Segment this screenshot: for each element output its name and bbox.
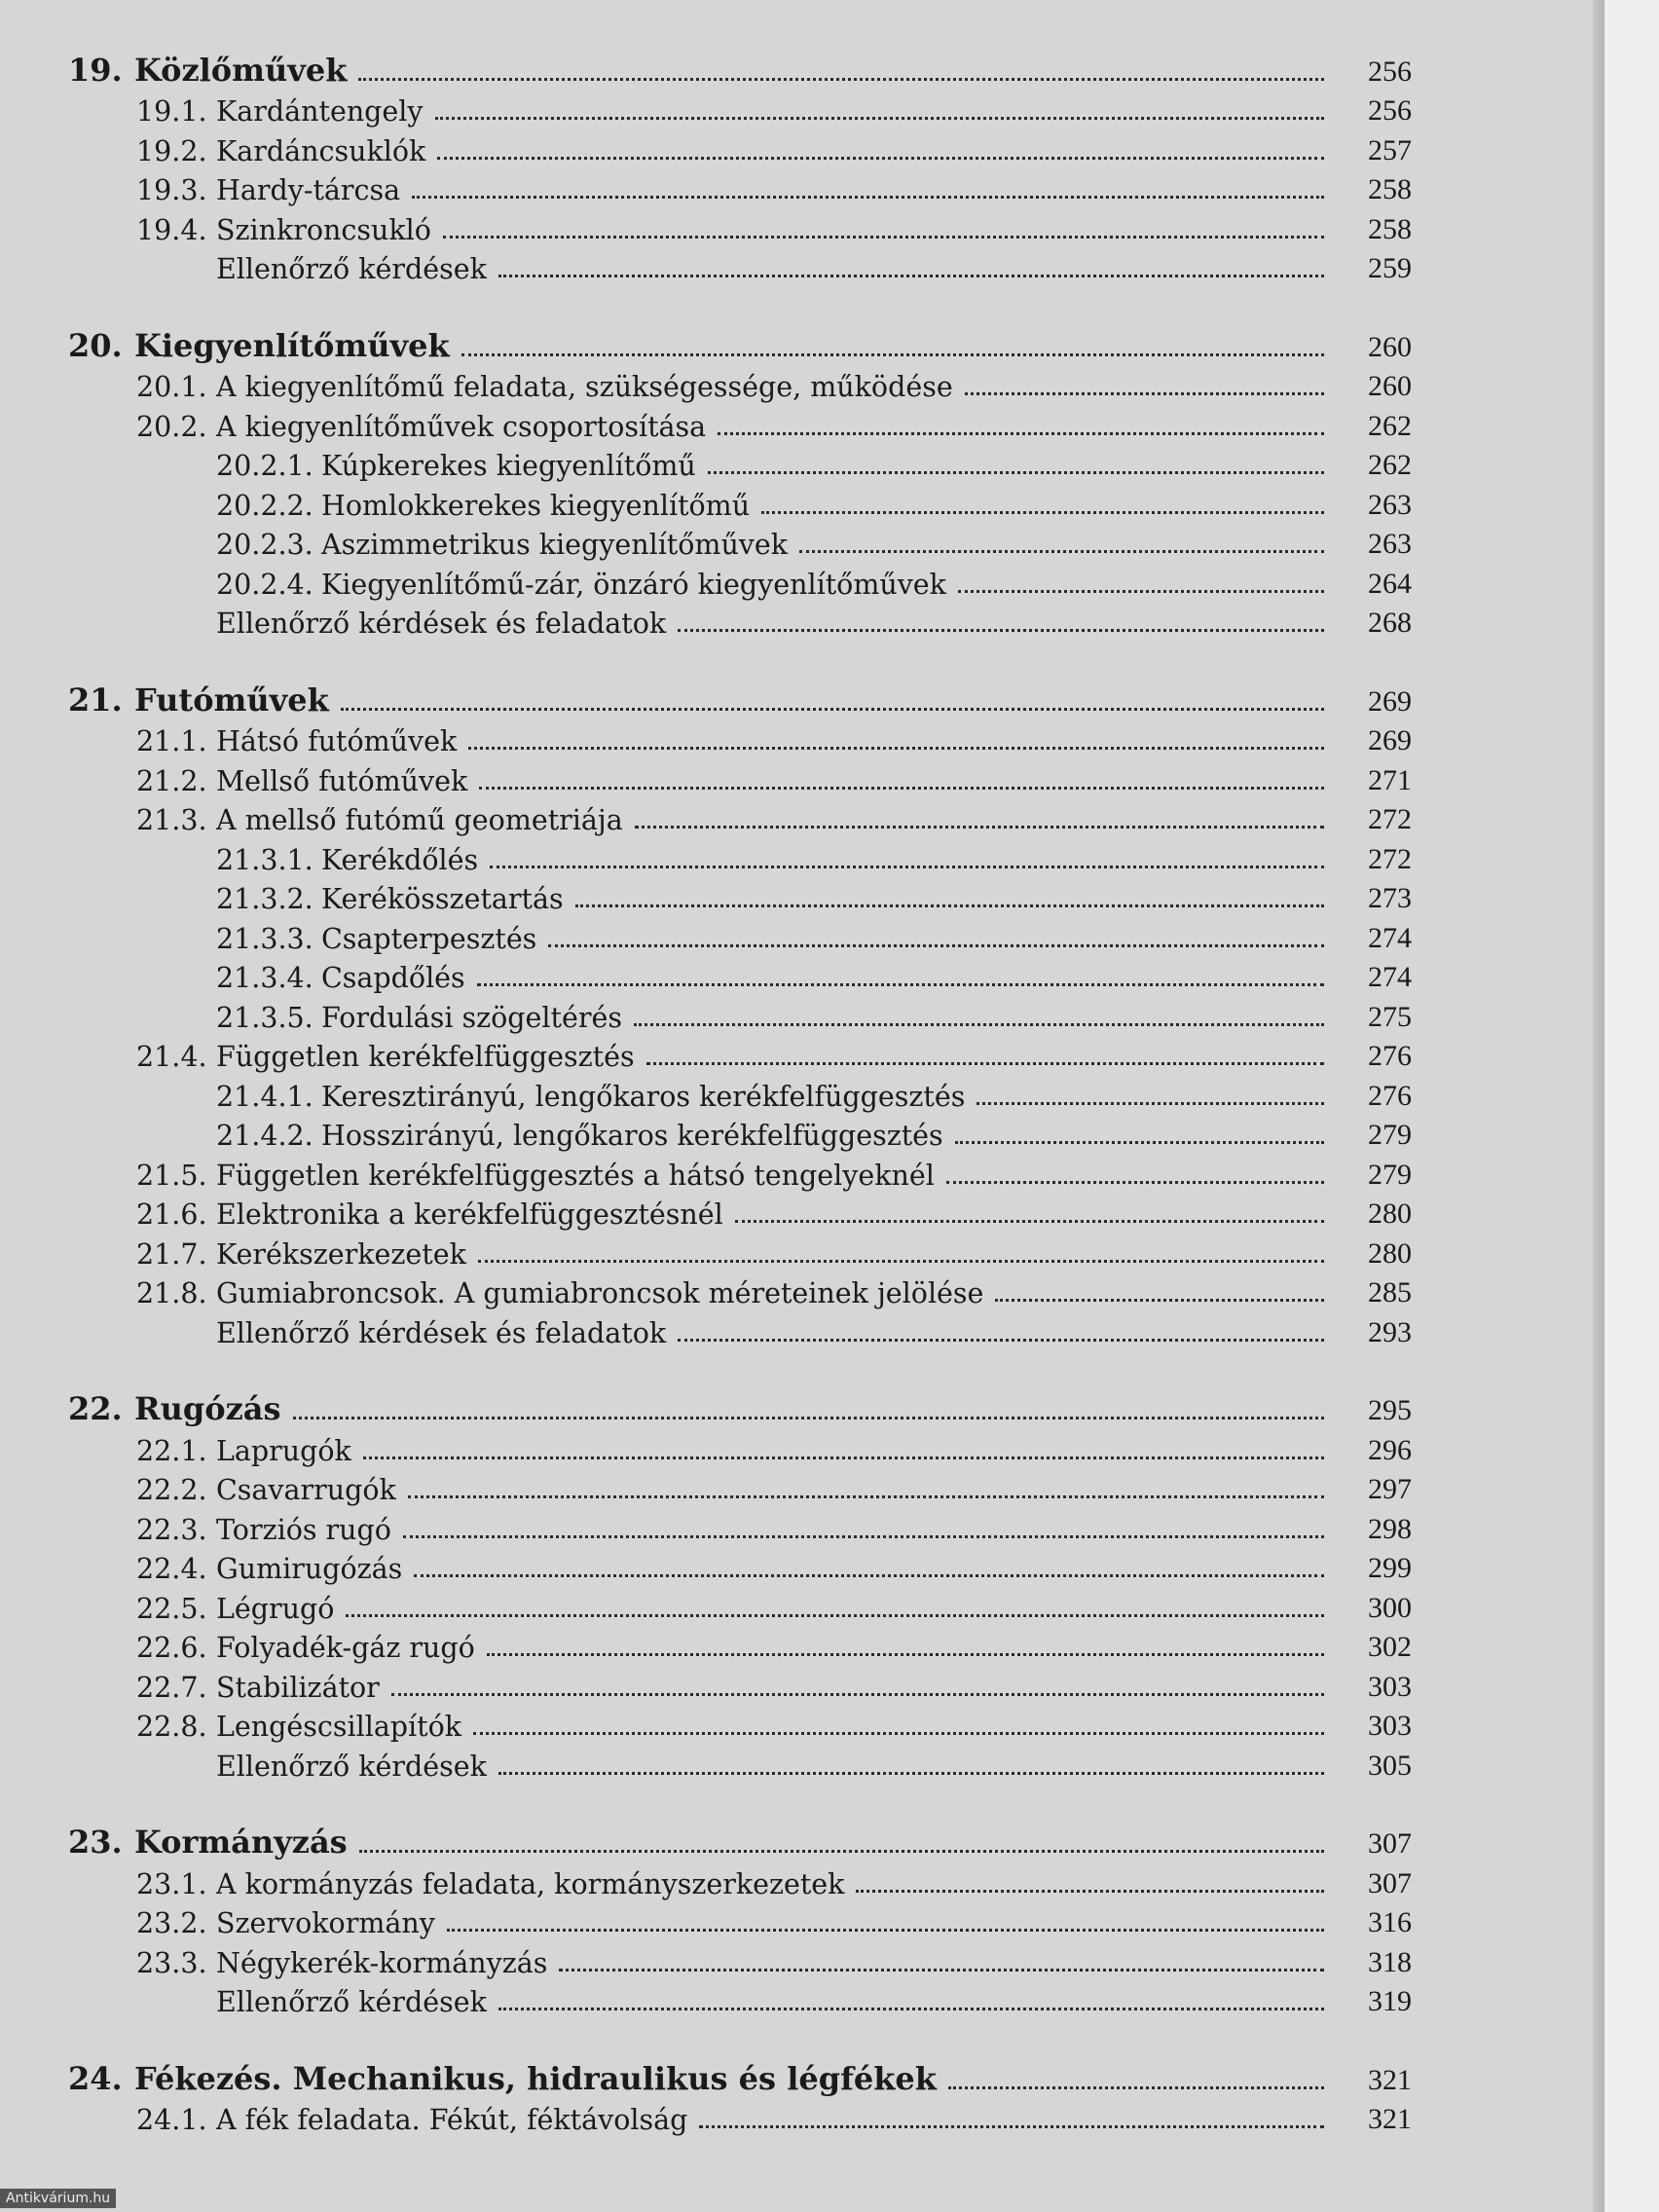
toc-page-number: 319 <box>1368 1985 1412 2017</box>
dot-leader <box>346 1614 1324 1617</box>
toc-entry-number: 21.3.3. <box>216 922 313 955</box>
dot-leader <box>708 471 1324 474</box>
dot-leader <box>575 904 1324 907</box>
toc-entry-title: Szinkroncsukló <box>216 213 431 246</box>
dot-leader <box>293 1417 1325 1419</box>
dot-leader <box>358 78 1324 81</box>
toc-entry-title: Ellenőrző kérdések <box>216 1986 487 2018</box>
dot-leader <box>995 1299 1324 1302</box>
toc-page-number: 262 <box>1368 449 1412 481</box>
toc-entry <box>68 561 1412 601</box>
toc-entry <box>68 89 1412 129</box>
toc-entry-number: 20.2.2. <box>216 489 313 522</box>
toc-entry-title: Ellenőrző kérdések és feladatok <box>216 1316 667 1349</box>
toc-chapter-heading <box>68 1822 1412 1862</box>
toc-entry-number: 22.5. <box>136 1592 207 1625</box>
toc-entry-number: 19.4. <box>136 213 207 246</box>
toc-entry-number: 22.8. <box>136 1711 207 1743</box>
toc-entry <box>68 206 1412 246</box>
dot-leader <box>391 1693 1324 1696</box>
toc-entry-number: 21.7. <box>136 1237 207 1271</box>
toc-entry-number: 19. <box>68 51 123 89</box>
toc-entry <box>68 719 1412 758</box>
dot-leader <box>443 236 1324 239</box>
toc-entry-number: 19.3. <box>136 174 207 206</box>
toc-entry-title: A kormányzás feladata, kormányszerkezetek <box>216 1867 845 1900</box>
toc-page-number: 274 <box>1368 921 1412 954</box>
dot-leader <box>548 944 1324 947</box>
toc-entry-number: 21.1. <box>136 725 207 757</box>
toc-page-number: 285 <box>1368 1276 1412 1309</box>
toc-page-number: 297 <box>1368 1473 1412 1505</box>
dot-leader <box>477 983 1324 986</box>
toc-entry-title: Hardy-tárcsa <box>216 174 401 206</box>
toc-entry-number: 22.7. <box>136 1671 207 1704</box>
toc-page-number: 258 <box>1368 173 1412 205</box>
toc-entry-number: 19.1. <box>136 95 207 128</box>
toc-entry-title: Szervokormány <box>216 1907 435 1939</box>
toc-entry-title: Kiegyenlítőmű-zár, önzáró kiegyenlítőművek <box>321 568 946 601</box>
toc-page-number: 295 <box>1368 1394 1412 1426</box>
toc-entry <box>68 482 1412 522</box>
toc-entry <box>68 757 1412 797</box>
toc-entry-number: 23.3. <box>136 1946 207 1979</box>
dot-leader <box>487 1653 1324 1656</box>
toc-page-number: 300 <box>1368 1591 1412 1624</box>
dot-leader <box>359 1850 1324 1853</box>
dot-leader <box>678 1339 1324 1342</box>
toc-page-number: 260 <box>1368 370 1412 402</box>
toc-entry <box>68 797 1412 837</box>
toc-chapter-heading <box>68 1388 1412 1428</box>
toc-page-number: 299 <box>1368 1552 1412 1584</box>
toc-entry <box>68 1192 1412 1232</box>
dot-leader <box>559 1969 1324 1972</box>
toc-entry-title: Folyadék-gáz rugó <box>216 1632 475 1664</box>
toc-entry <box>68 1152 1412 1192</box>
toc-entry-number: 21.8. <box>136 1277 207 1309</box>
toc-entry-number: 24. <box>68 2059 123 2097</box>
adjacent-page-edge <box>1604 0 1659 2212</box>
dot-leader <box>646 1062 1324 1065</box>
toc-entry-title: Kerékdőlés <box>321 843 479 876</box>
toc-entry-title: Torziós rugó <box>216 1513 391 1546</box>
toc-entry-number: 20.2.1. <box>216 450 313 482</box>
toc-entry-number: 20.2.4. <box>216 568 313 601</box>
dot-leader <box>955 1141 1324 1144</box>
toc-entry-number: 21.4. <box>136 1041 207 1073</box>
toc-entry-number: 21. <box>68 681 123 719</box>
dot-leader <box>799 550 1324 553</box>
toc-page-number: 263 <box>1368 528 1412 560</box>
dot-leader <box>761 511 1324 514</box>
toc-page-number: 307 <box>1368 1866 1412 1899</box>
toc-entry-title: Homlokkerekes kiegyenlítőmű <box>321 489 751 522</box>
dot-leader <box>408 1495 1324 1498</box>
dot-leader <box>856 1890 1324 1893</box>
toc-page-number: 269 <box>1368 724 1412 756</box>
toc-entry <box>68 1625 1412 1665</box>
toc-entry <box>68 1034 1412 1074</box>
toc-entry-title: Elektronika a kerékfelfüggesztésnél <box>216 1198 723 1231</box>
toc-page-number: 274 <box>1368 961 1412 993</box>
toc-entry-number: 21.3.1. <box>216 843 313 876</box>
toc-entry-title: Hosszirányú, lengőkaros kerékfelfüggesztés <box>321 1120 943 1152</box>
dot-leader <box>437 157 1324 160</box>
dot-leader <box>958 590 1324 593</box>
toc-entry-number: 22.2. <box>136 1474 207 1506</box>
toc-entry-number: 24.1. <box>136 2104 207 2136</box>
toc-chapter-heading <box>68 324 1412 364</box>
toc-entry-title: Mellső futóművek <box>216 764 468 797</box>
toc-page-number: 264 <box>1368 567 1412 600</box>
toc-entry-number: 20.2. <box>136 410 207 443</box>
toc-page-number: 275 <box>1368 1000 1412 1033</box>
toc-entry-number: 22.1. <box>136 1434 207 1467</box>
toc-entry <box>68 1271 1412 1310</box>
toc-page-number: 303 <box>1368 1670 1412 1703</box>
dot-leader <box>699 2125 1324 2128</box>
dot-leader <box>965 392 1324 395</box>
toc-entry-number: 21.6. <box>136 1198 207 1231</box>
toc-entry-title: Lengéscsillapítók <box>216 1711 462 1743</box>
toc-page-number: 276 <box>1368 1079 1412 1112</box>
toc-page-number: 302 <box>1368 1631 1412 1663</box>
dot-leader <box>498 1772 1324 1775</box>
toc-page-number: 263 <box>1368 488 1412 521</box>
toc-review-questions <box>68 1979 1412 2019</box>
toc-entry <box>68 994 1412 1034</box>
toc-page-number: 279 <box>1368 1158 1412 1191</box>
dot-leader <box>447 1929 1324 1932</box>
toc-page-number: 276 <box>1368 1040 1412 1072</box>
toc-page-number: 280 <box>1368 1198 1412 1230</box>
dot-leader <box>718 432 1324 435</box>
toc-entry <box>68 1900 1412 1940</box>
toc-page-number: 256 <box>1368 55 1412 88</box>
toc-entry <box>68 443 1412 483</box>
toc-entry-title: Kardántengely <box>216 95 424 128</box>
dot-leader <box>498 275 1324 277</box>
toc-entry-number: 21.2. <box>136 764 207 797</box>
toc-entry <box>68 364 1412 404</box>
toc-entry-title: Négykerék-kormányzás <box>216 1946 548 1979</box>
toc-review-questions <box>68 1743 1412 1783</box>
toc-page-number: 269 <box>1368 684 1412 718</box>
toc-entry <box>68 1704 1412 1744</box>
toc-entry-title: Stabilizátor <box>216 1671 380 1704</box>
toc-entry-number: 21.5. <box>136 1159 207 1192</box>
toc-entry-title: Független kerékfelfüggesztés a hátsó tengelyeknél <box>216 1159 935 1192</box>
toc-entry-number: 22.3. <box>136 1513 207 1546</box>
toc-page-number: 318 <box>1368 1945 1412 1978</box>
dot-leader <box>473 1732 1324 1735</box>
toc-entry-number: 19.2. <box>136 134 207 167</box>
toc-chapter-heading <box>68 2057 1412 2097</box>
toc-entry-title: Kúpkerekes kiegyenlítőmű <box>321 450 696 482</box>
toc-entry <box>68 1506 1412 1546</box>
toc-page-number: 305 <box>1368 1749 1412 1782</box>
toc-page-number: 298 <box>1368 1512 1412 1545</box>
toc-entry <box>68 1585 1412 1625</box>
toc-entry <box>68 403 1412 443</box>
toc-entry-number: 23.1. <box>136 1867 207 1900</box>
toc-entry-title: A kiegyenlítőmű feladata, szükségessége, működése <box>216 371 953 403</box>
toc-page-number: 279 <box>1368 1119 1412 1151</box>
dot-leader <box>461 353 1324 356</box>
dot-leader <box>735 1220 1324 1223</box>
toc-entry <box>68 1546 1412 1586</box>
toc-entry <box>68 128 1412 167</box>
toc-chapter-heading <box>68 49 1412 89</box>
toc-entry-number: 21.3.5. <box>216 1001 313 1034</box>
toc-entry-number: 20.2.3. <box>216 529 313 561</box>
toc-entry-title: Aszimmetrikus kiegyenlítőművek <box>321 529 789 561</box>
toc-entry <box>68 1861 1412 1900</box>
toc-entry-number: 20. <box>68 326 123 364</box>
toc-entry-title: Kiegyenlítőművek <box>134 326 450 364</box>
dot-leader <box>490 866 1324 868</box>
toc-entry-title: A kiegyenlítőművek csoportosítása <box>216 410 707 443</box>
toc-entry <box>68 1113 1412 1153</box>
toc-page-number: 316 <box>1368 1906 1412 1938</box>
toc-entry-title: Gumirugózás <box>216 1553 403 1585</box>
toc-entry-number: 23.2. <box>136 1907 207 1939</box>
toc-entry-title: A mellső futómű geometriája <box>216 804 623 836</box>
toc-entry-title: Keresztirányú, lengőkaros kerékfelfüggesztés <box>321 1080 966 1113</box>
toc-page-number: 260 <box>1368 330 1412 363</box>
toc-entry-number: 23. <box>68 1824 123 1861</box>
toc-page-number: 259 <box>1368 252 1412 284</box>
toc-entry <box>68 955 1412 995</box>
toc-entry <box>68 915 1412 955</box>
toc-entry-title: Független kerékfelfüggesztés <box>216 1041 635 1073</box>
toc-entry-title: Hátsó futóművek <box>216 725 458 757</box>
toc-entry-title: Csavarrugók <box>216 1474 396 1506</box>
toc-review-questions <box>68 601 1412 641</box>
dot-leader <box>435 117 1325 120</box>
toc-entry-title: Csapdőlés <box>321 962 465 994</box>
toc-page-number: 307 <box>1368 1827 1412 1860</box>
toc-entry-title: Ellenőrző kérdések <box>216 253 487 285</box>
toc-entry <box>68 1073 1412 1113</box>
toc-page-number: 303 <box>1368 1710 1412 1742</box>
toc-page-number: 321 <box>1368 2063 1412 2096</box>
dot-leader <box>948 2086 1324 2089</box>
dot-leader <box>363 1456 1324 1459</box>
toc-entry-number: 21.3.4. <box>216 962 313 994</box>
toc-entry-title: Kormányzás <box>134 1824 348 1861</box>
dot-leader <box>634 1023 1324 1026</box>
toc-entry-title: Csapterpesztés <box>321 922 537 955</box>
toc-entry-number: 21.4.1. <box>216 1080 313 1113</box>
dot-leader <box>403 1535 1324 1538</box>
toc-entry <box>68 167 1412 207</box>
toc-entry-number: 21.3.2. <box>216 883 313 915</box>
toc-review-questions <box>68 1309 1412 1349</box>
dot-leader <box>678 629 1324 632</box>
toc-entry <box>68 2097 1412 2137</box>
toc-entry-title: Közlőművek <box>134 51 348 89</box>
toc-entry <box>68 1664 1412 1704</box>
toc-entry-title: Kerékösszetartás <box>321 883 564 915</box>
toc-entry-title: Laprugók <box>216 1434 351 1467</box>
toc-entry-number: 21.4.2. <box>216 1120 313 1152</box>
dot-leader <box>412 196 1324 199</box>
toc-chapter-heading <box>68 679 1412 719</box>
toc-entry-title: Légrugó <box>216 1592 335 1625</box>
dot-leader <box>341 708 1324 711</box>
toc-entry <box>68 1467 1412 1507</box>
toc-entry <box>68 1939 1412 1979</box>
dot-leader <box>977 1102 1324 1105</box>
toc-page-number: 272 <box>1368 842 1412 875</box>
toc-page-number: 321 <box>1368 2103 1412 2135</box>
toc-page-number: 280 <box>1368 1236 1412 1270</box>
toc-entry-title: Ellenőrző kérdések <box>216 1750 487 1783</box>
toc-page-number: 257 <box>1368 133 1412 166</box>
toc-page-number: 256 <box>1368 94 1412 127</box>
toc-entry-number: 20.1. <box>136 371 207 403</box>
toc-page-number: 268 <box>1368 607 1412 639</box>
toc-page-number: 258 <box>1368 212 1412 245</box>
toc-entry <box>68 1427 1412 1467</box>
toc-entry <box>68 836 1412 876</box>
toc-entry-title: Kardáncsuklók <box>216 134 426 167</box>
toc-entry <box>68 522 1412 562</box>
dot-leader <box>479 787 1324 790</box>
toc-page-number: 296 <box>1368 1433 1412 1466</box>
toc-entry-title: Fordulási szögeltérés <box>321 1001 622 1034</box>
toc-page-number: 273 <box>1368 882 1412 914</box>
dot-leader <box>635 826 1324 829</box>
toc-entry-number: 22.4. <box>136 1553 207 1585</box>
toc-page-number: 272 <box>1368 803 1412 835</box>
toc-page-number: 262 <box>1368 409 1412 442</box>
table-of-contents <box>68 49 1412 2136</box>
toc-entry <box>68 1231 1412 1271</box>
dot-leader <box>414 1574 1324 1577</box>
toc-page-number: 271 <box>1368 763 1412 796</box>
watermark: Antikvárium.hu <box>0 2189 116 2208</box>
toc-review-questions <box>68 246 1412 286</box>
dot-leader <box>498 2008 1324 2010</box>
toc-entry-number: 21.3. <box>136 804 207 836</box>
dot-leader <box>478 1260 1324 1263</box>
toc-entry-title: Fékezés. Mechanikus, hidraulikus és légfékek <box>134 2059 937 2097</box>
toc-entry-title: Gumiabroncsok. A gumiabroncsok méreteinek jelölése <box>216 1277 984 1309</box>
toc-entry-title: Ellenőrző kérdések és feladatok <box>216 608 667 640</box>
toc-page-number: 293 <box>1368 1315 1412 1348</box>
dot-leader <box>468 747 1324 750</box>
toc-entry-number: 22.6. <box>136 1632 207 1664</box>
toc-entry-title: Futóművek <box>134 681 329 719</box>
toc-entry-title: Kerékszerkezetek <box>216 1237 466 1271</box>
dot-leader <box>946 1181 1324 1184</box>
toc-entry-number: 22. <box>68 1390 123 1427</box>
toc-entry-title: Rugózás <box>134 1390 281 1427</box>
toc-entry <box>68 876 1412 916</box>
toc-entry-title: A fék feladata. Fékút, féktávolság <box>216 2104 688 2136</box>
